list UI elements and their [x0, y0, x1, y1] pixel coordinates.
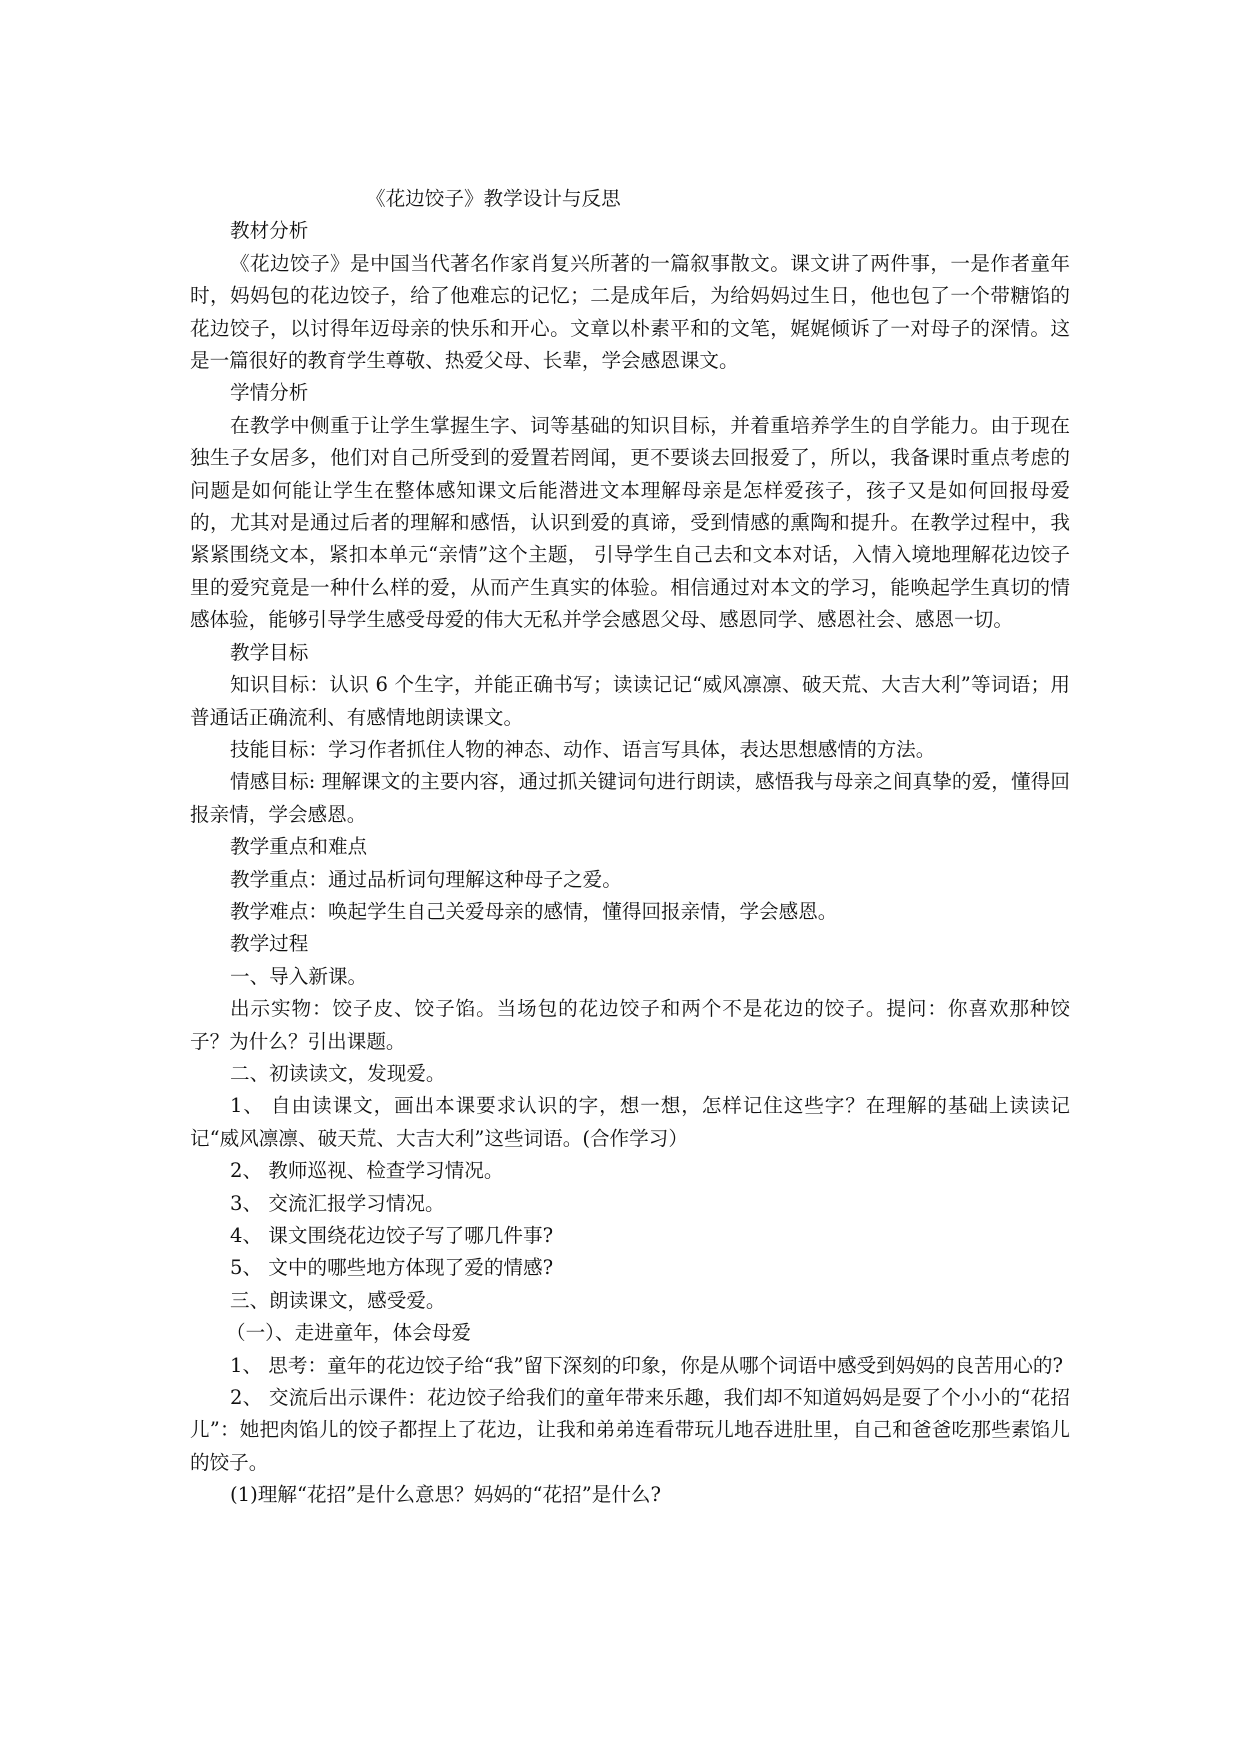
step-1-paragraph: 出示实物：饺子皮、饺子馅。当场包的花边饺子和两个不是花边的饺子。提问：你喜欢那种饺子？为什么？引出课题。	[190, 997, 1070, 1053]
step-2-item-1: 1、 自由读课文，画出本课要求认识的字，想一想，怎样记住这些字？在理解的基础上读读记记“威风凛凛、破天荒、大吉大利”这些词语。(合作学习）	[190, 1094, 1070, 1150]
heading-student-analysis: 学情分析	[230, 381, 309, 405]
step-1-title: 一、导入新课。	[230, 964, 368, 988]
step-2-item-5: 5、 文中的哪些地方体现了爱的情感?	[230, 1256, 554, 1280]
heading-teaching-process: 教学过程	[230, 932, 309, 956]
paragraph-textbook-analysis: 《花边饺子》是中国当代著名作家肖复兴所著的一篇叙事散文。课文讲了两件事，一是作者童年时，妈妈包的花边饺子，给了他难忘的记忆；二是成年后，为给妈妈过生日，他也包了一个带糖馅的花边饺子，以讨得年迈母亲的快乐和开心。文章以朴素平和的文笔，娓娓倾诉了一对母子的深情。这是一篇很好的教育学生尊敬、热爱父母、长辈，学会感恩课文。	[190, 251, 1070, 373]
step-2-item-4: 4、 课文围绕花边饺子写了哪几件事?	[230, 1224, 554, 1247]
step-2-title: 二、初读读文，发现爱。	[230, 1061, 446, 1085]
step-3-item-1: 1、 思考：童年的花边饺子给“我”留下深刻的印象，你是从哪个词语中感受到妈妈的良苦用心的?	[230, 1353, 1063, 1377]
step-2-item-2: 2、 教师巡视、检查学习情况。	[230, 1159, 504, 1183]
paragraph-key-point: 教学重点：通过品析词句理解这种母子之爱。	[230, 867, 622, 891]
heading-key-points: 教学重点和难点	[230, 835, 368, 859]
paragraph-skill-goal: 技能目标：学习作者抓住人物的神态、动作、语言写具体，表达思想感情的方法。	[230, 737, 936, 761]
step-3-title: 三、朗读课文，感受爱。	[230, 1288, 446, 1312]
heading-textbook-analysis: 教材分析	[230, 219, 309, 243]
paragraph-emotion-goal: 情感目标: 理解课文的主要内容，通过抓关键词句进行朗读，感悟我与母亲之间真挚的爱，懂得回报亲情，学会感恩。	[190, 770, 1070, 826]
step-2-item-3: 3、 交流汇报学习情况。	[230, 1191, 445, 1215]
document-title: 《花边饺子》教学设计与反思	[366, 187, 621, 210]
step-3-item-2a: (1)理解“花招”是什么意思？妈妈的“花招”是什么?	[230, 1483, 662, 1507]
paragraph-knowledge-goal: 知识目标：认识 6 个生字，并能正确书写；读读记记“威风凛凛、破天荒、大吉大利”等词语；用普通话正确流利、有感情地朗读课文。	[190, 673, 1070, 729]
paragraph-student-analysis: 在教学中侧重于让学生掌握生字、词等基础的知识目标，并着重培养学生的自学能力。由于现在独生子女居多，他们对自己所受到的爱置若罔闻，更不要谈去回报爱了，所以，我备课时重点考虑的问题是如何能让学生在整体感知课文后能潜进文本理解母亲是怎样爱孩子，孩子又是如何回报母爱的，尤其对是通过后者的理解和感悟，认识到爱的真谛，受到情感的熏陶和提升。在教学过程中，我紧紧围绕文本，紧扣本单元“亲情”这个主题， 引导学生自己去和文本对话，入情入境地理解花边饺子里的爱究竟是一种什么样的爱，从而产生真实的体验。相信通过对本文的学习，能唤起学生真切的情感体验，能够引导学生感受母爱的伟大无私并学会感恩父母、感恩同学、感恩社会、感恩一切。	[190, 413, 1070, 632]
document-body	[190, 183, 1070, 1512]
step-3-item-2: 2、 交流后出示课件：花边饺子给我们的童年带来乐趣，我们却不知道妈妈是耍了个小小的“花招儿”：她把肉馅儿的饺子都捏上了花边，让我和弟弟连看带玩儿地吞进肚里，自己和爸爸吃那些素馅儿的饺子。	[190, 1386, 1070, 1474]
step-3-subsection-1: （一）、走进童年，体会母爱	[226, 1321, 471, 1345]
paragraph-difficulty: 教学难点：唤起学生自己关爱母亲的感情，懂得回报亲情，学会感恩。	[230, 899, 838, 923]
heading-teaching-goals: 教学目标	[230, 640, 309, 664]
